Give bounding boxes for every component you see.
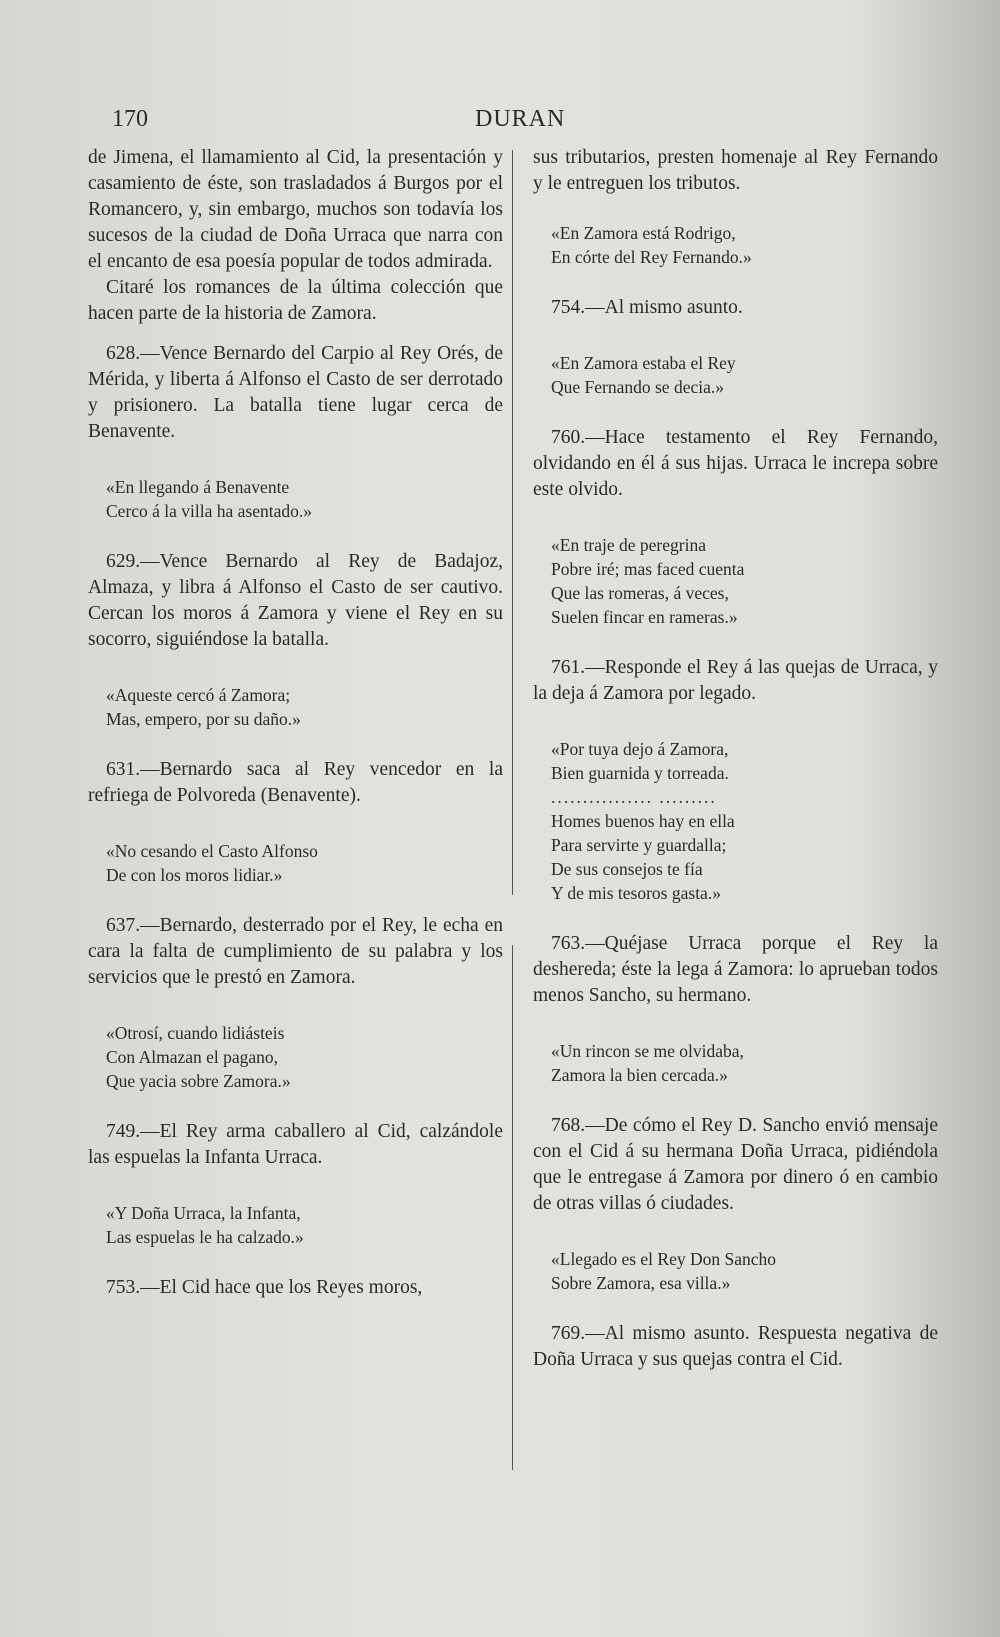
page-number: 170 [112, 106, 148, 132]
verse-line: Para servirte y guardalla; [551, 835, 727, 855]
entry-text: 754.—Al mismo asunto. [551, 297, 743, 318]
verse-quote [88, 839, 503, 887]
verse-line: «En Zamora estaba el Rey [551, 353, 736, 373]
verse-line: Mas, empero, por su daño.» [106, 709, 301, 729]
verse-line: De con los moros lidiar.» [106, 865, 283, 885]
verse-line: «Por tuya dejo á Zamora, [551, 739, 729, 759]
left-column [88, 145, 503, 1301]
verse-line: Las espuelas le ha calzado.» [106, 1227, 304, 1247]
verse-line: «Llegado es el Rey Don Sancho [551, 1249, 777, 1269]
verse-line: «Y Doña Urraca, la Infanta, [106, 1203, 301, 1223]
verse-ellipsis: ................ ......... [551, 787, 717, 807]
verse-line: Cerco á la villa ha asentado.» [106, 501, 313, 521]
verse-quote [533, 533, 938, 629]
verse-line: «No cesando el Casto Alfonso [106, 841, 318, 861]
verse-line: Que yacia sobre Zamora.» [106, 1071, 291, 1091]
verse-line: Suelen fincar en rameras.» [551, 607, 738, 627]
paragraph: sus tributarios, presten homenaje al Rey Fernando y le entreguen los tributos. [533, 147, 938, 194]
verse-line: Que las romeras, á veces, [551, 583, 729, 603]
verse-line: Bien guarnida y torreada. [551, 763, 729, 783]
verse-line: De sus consejos te fía [551, 859, 703, 879]
right-column [533, 145, 938, 1373]
verse-quote [533, 1247, 938, 1295]
verse-quote [533, 1039, 938, 1087]
column-divider-lower [512, 945, 513, 1470]
entry-text: 769.—Al mismo asunto. Respuesta negativa de Doña Urraca y sus quejas contra el Cid. [533, 1323, 938, 1370]
entry-text: 749.—El Rey arma caballero al Cid, calzándole las espuelas la Infanta Urraca. [88, 1121, 503, 1168]
page-header [0, 106, 1000, 136]
verse-line: «Aqueste cercó á Zamora; [106, 685, 291, 705]
running-head: DURAN [475, 106, 566, 132]
paragraph: de Jimena, el llamamiento al Cid, la presentación y casamiento de éste, son trasladados á Burgos por el Romancero, y, sin embargo, muchos son todavía los sucesos de la ciudad de Doña Urraca que narra con el encanto de esa poesía popular de todos admirada. [88, 147, 503, 272]
verse-quote [88, 1021, 503, 1093]
entry-text: 761.—Responde el Rey á las quejas de Urraca, y la deja á Zamora por legado. [533, 657, 938, 704]
entry-text: 629.—Vence Bernardo al Rey de Badajoz, Almaza, y libra á Alfonso el Casto de ser cautivo. Cercan los moros á Zamora y viene el Rey en su socorro, siguiéndose la batalla. [88, 551, 503, 650]
verse-quote [88, 683, 503, 731]
verse-quote [88, 1201, 503, 1249]
verse-quote [533, 737, 938, 905]
verse-line: Homes buenos hay en ella [551, 811, 735, 831]
entry-text: 628.—Vence Bernardo del Carpio al Rey Orés, de Mérida, y liberta á Alfonso el Casto de ser derrotado y prisionero. La batalla tiene lugar cerca de Benavente. [88, 343, 503, 442]
verse-line: «Un rincon se me olvidaba, [551, 1041, 744, 1061]
verse-line: «En traje de peregrina [551, 535, 706, 555]
paragraph: Citaré los romances de la última colección que hacen parte de la historia de Zamora. [88, 277, 503, 324]
verse-line: «En Zamora está Rodrigo, [551, 223, 736, 243]
verse-line: Zamora la bien cercada.» [551, 1065, 728, 1085]
verse-line: Sobre Zamora, esa villa.» [551, 1273, 731, 1293]
entry-text: 763.—Quéjase Urraca porque el Rey la deshereda; éste la lega á Zamora: lo aprueban todos menos Sancho, su hermano. [533, 933, 938, 1006]
verse-quote [533, 221, 938, 269]
verse-quote [88, 475, 503, 523]
verse-line: En córte del Rey Fernando.» [551, 247, 752, 267]
verse-quote [533, 351, 938, 399]
verse-line: «En llegando á Benavente [106, 477, 290, 497]
verse-line: Con Almazan el pagano, [106, 1047, 279, 1067]
verse-line: Que Fernando se decia.» [551, 377, 724, 397]
column-divider-upper [512, 150, 513, 895]
verse-line: «Otrosí, cuando lidiásteis [106, 1023, 285, 1043]
entry-text: 768.—De cómo el Rey D. Sancho envió mensaje con el Cid á su hermana Doña Urraca, pidiéndola que le entregase á Zamora por dinero ó en cambio de otras villas ó ciudades. [533, 1115, 938, 1214]
verse-line: Pobre iré; mas faced cuenta [551, 559, 745, 579]
entry-text: 760.—Hace testamento el Rey Fernando, olvidando en él á sus hijas. Urraca le increpa sobre este olvido. [533, 427, 938, 500]
entry-text: 631.—Bernardo saca al Rey vencedor en la refriega de Polvoreda (Benavente). [88, 759, 503, 806]
entry-text: 637.—Bernardo, desterrado por el Rey, le echa en cara la falta de cumplimiento de su palabra y los servicios que le prestó en Zamora. [88, 915, 503, 988]
verse-line: Y de mis tesoros gasta.» [551, 883, 721, 903]
entry-text: 753.—El Cid hace que los Reyes moros, [106, 1277, 423, 1298]
